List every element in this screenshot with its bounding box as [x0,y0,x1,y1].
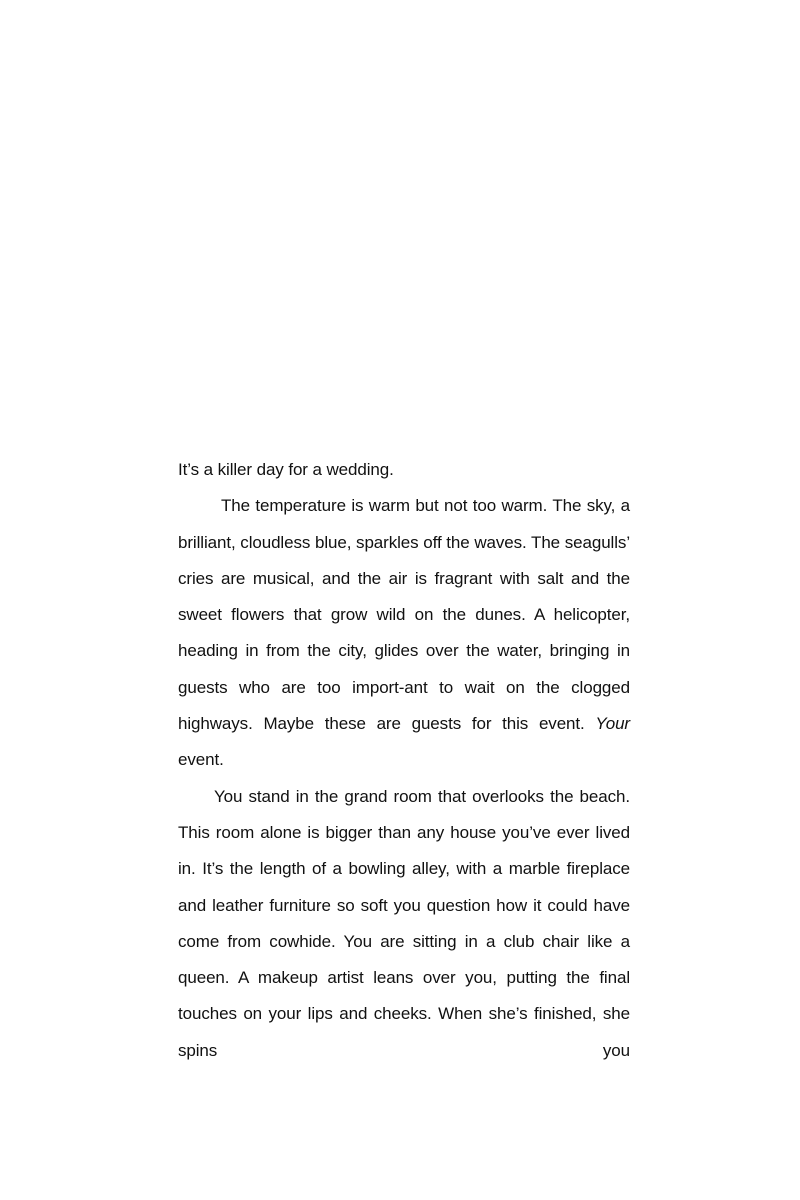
paragraph-opening: It’s a killer day for a wedding. [178,460,394,479]
italic-emphasis: Your [595,714,630,734]
paragraph-weather-ending: event. [178,750,224,770]
paragraph-weather [178,488,630,778]
paragraph-weather-text: The temperature is warm but not too warm. The sky, a brilliant, cloudless blue, sparkles off the waves. The seagulls’ cries are musical, and the air is fragrant with salt and the sweet flowers that grow wild on the dunes. A helicopter, heading in from the city, glides over the water, bringing in guests who are too import-ant to wait on the clogged highways. Maybe these are guests for this event. [178,496,630,734]
body-text [178,452,630,1069]
paragraph-grand-room: You stand in the grand room that overlooks the beach. This room alone is bigger than any house you’ve ever lived in. It’s the length of a bowling alley, with a marble fireplace and leather furniture so soft you question how it could have come from cowhide. You are sitting in a club chair like a queen. A makeup artist leans over you, putting the final touches on your lips and cheeks. When she’s finished, she spins you [178,786,630,1060]
